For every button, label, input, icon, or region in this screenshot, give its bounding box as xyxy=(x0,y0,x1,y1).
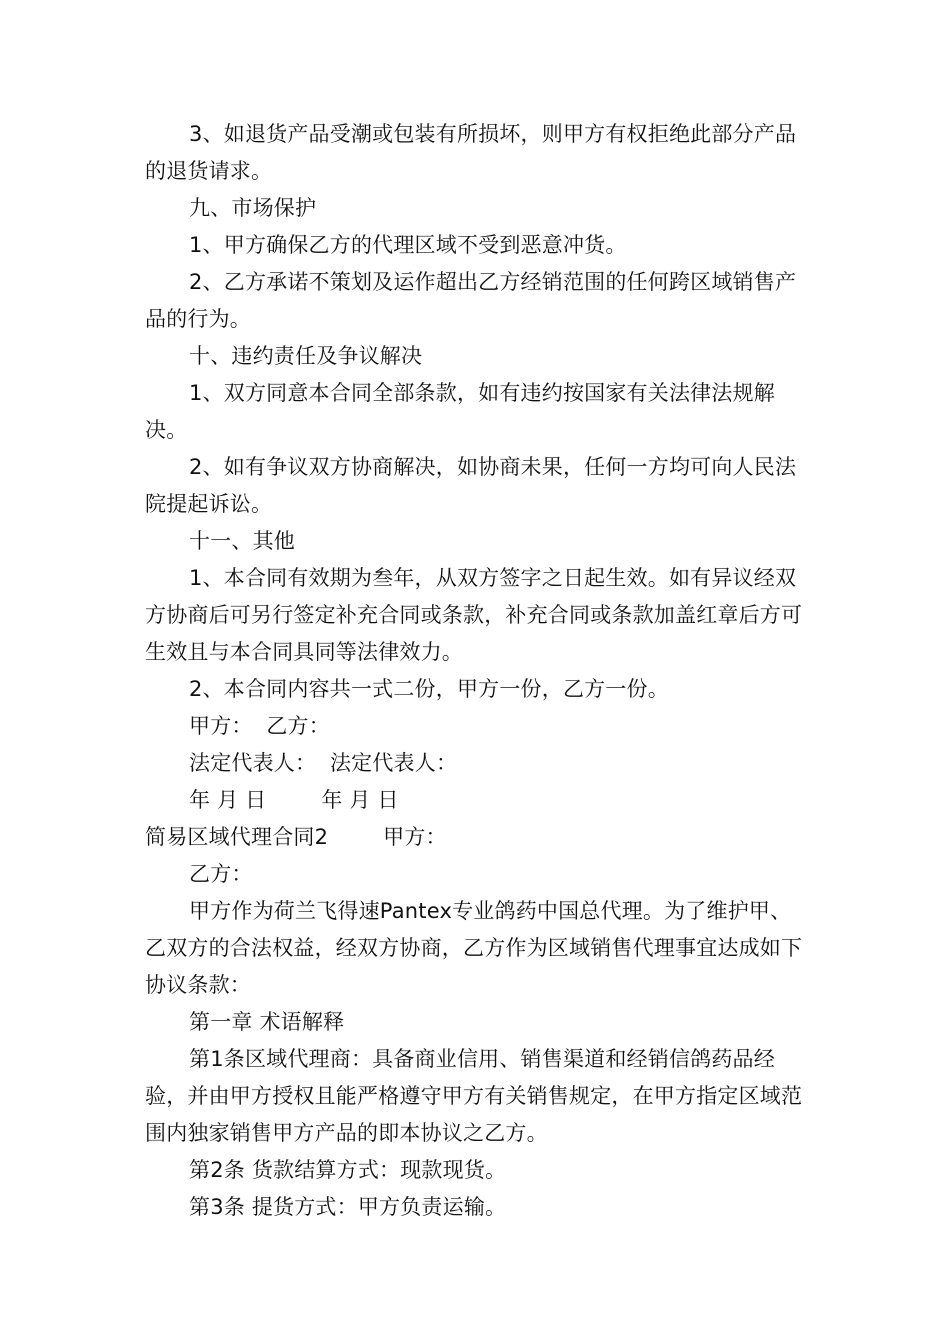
paragraph-preamble: 甲方作为荷兰飞得速Pantex专业鸽药中国总代理。为了维护甲、乙双方的合法权益，经双方协商，乙方作为区域销售代理事宜达成如下协议条款： xyxy=(145,899,803,997)
paragraph-copies: 2、本合同内容共一式二份，甲方一份，乙方一份。 xyxy=(189,677,669,701)
signature-dates: 年 月 日 年 月 日 xyxy=(189,788,399,812)
paragraph-area-protection: 1、甲方确保乙方的代理区域不受到恶意冲货。 xyxy=(189,233,627,257)
article-3: 第3条 提货方式：甲方负责运输。 xyxy=(189,1195,507,1219)
heading-market-protection: 九、市场保护 xyxy=(189,196,317,220)
article-1: 第1条区域代理商：具备商业信用、销售渠道和经销信鸽药品经验，并由甲方授权且能严格遵守甲方有关销售规定，在甲方指定区域范围内独家销售甲方产品的即本协议之乙方。 xyxy=(145,1047,803,1145)
paragraph-dispute-resolution: 2、如有争议双方协商解决，如协商未果，任何一方均可向人民法院提起诉讼。 xyxy=(145,455,797,516)
document-body xyxy=(145,116,810,1226)
paragraph-validity: 1、本合同有效期为叁年，从双方签字之日起生效。如有异议经双方协商后可另行签定补充合同或条款，补充合同或条款加盖红章后方可生效且与本合同具同等法律效力。 xyxy=(145,566,803,664)
heading-other: 十一、其他 xyxy=(189,529,295,553)
heading-chapter-1: 第一章 术语解释 xyxy=(189,1010,345,1034)
party-b-label: 乙方： xyxy=(189,862,253,886)
paragraph-no-cross-region: 2、乙方承诺不策划及运作超出乙方经销范围的任何跨区域销售产品的行为。 xyxy=(145,270,797,331)
signature-parties: 甲方： 乙方： xyxy=(189,714,330,738)
signature-representatives: 法定代表人： 法定代表人： xyxy=(189,751,458,775)
article-2: 第2条 货款结算方式：现款现货。 xyxy=(189,1158,507,1182)
paragraph-agree-terms: 1、双方同意本合同全部条款，如有违约按国家有关法律法规解决。 xyxy=(145,381,775,442)
heading-breach-dispute: 十、违约责任及争议解决 xyxy=(189,344,423,368)
paragraph-return-damage: 3、如退货产品受潮或包装有所损坏，则甲方有权拒绝此部分产品的退货请求。 xyxy=(145,122,797,183)
contract-2-title: 简易区域代理合同2 甲方： xyxy=(145,825,447,849)
